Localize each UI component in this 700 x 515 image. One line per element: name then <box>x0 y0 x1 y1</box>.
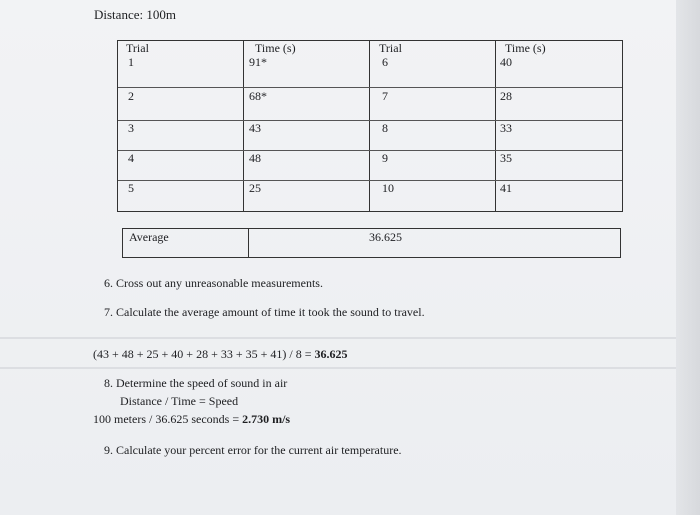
speed-formula: Distance / Time = Speed <box>120 394 239 408</box>
average-label: Average <box>129 230 169 244</box>
trial-cell: 8 <box>382 121 388 135</box>
time-cell: 33 <box>500 121 512 135</box>
trial-cell: 2 <box>128 89 134 103</box>
question-8: 8. Determine the speed of sound in air <box>104 376 288 390</box>
time-cell: 28 <box>500 89 512 103</box>
header-time-2: Time (s) <box>505 41 546 55</box>
trial-cell: 9 <box>382 151 388 165</box>
time-cell: 68* <box>249 89 267 103</box>
distance-heading: Distance: 100m <box>94 7 176 22</box>
time-cell: 35 <box>500 151 512 165</box>
time-cell: 43 <box>249 121 261 135</box>
trial-cell: 5 <box>128 181 134 195</box>
question-6: 6. Cross out any unreasonable measurements. <box>104 276 323 290</box>
question-7: 7. Calculate the average amount of time it took the sound to travel. <box>104 305 425 319</box>
time-cell: 91* <box>249 55 267 69</box>
trial-cell: 7 <box>382 89 388 103</box>
trial-cell: 4 <box>128 151 134 165</box>
trial-cell: 3 <box>128 121 134 135</box>
divider <box>0 367 676 369</box>
time-cell: 25 <box>249 181 261 195</box>
calc-expression: (43 + 48 + 25 + 40 + 28 + 33 + 35 + 41) / 8 = <box>93 347 315 361</box>
trial-cell: 1 <box>128 55 134 69</box>
trial-table <box>117 40 623 212</box>
time-cell: 48 <box>249 151 261 165</box>
header-trial-1: Trial <box>126 41 149 55</box>
average-box <box>122 228 621 258</box>
speed-calculation <box>93 412 290 427</box>
header-time-1: Time (s) <box>255 41 296 55</box>
time-cell: 40 <box>500 55 512 69</box>
calc-result: 36.625 <box>314 347 348 361</box>
time-cell: 41 <box>500 181 512 195</box>
page-edge <box>676 0 700 515</box>
average-value: 36.625 <box>369 230 402 244</box>
divider <box>0 337 676 339</box>
speed-expression: 100 meters / 36.625 seconds = <box>93 412 243 426</box>
question-9: 9. Calculate your percent error for the current air temperature. <box>104 443 402 457</box>
trial-cell: 10 <box>382 181 394 195</box>
average-calculation <box>93 347 347 362</box>
trial-cell: 6 <box>382 55 388 69</box>
speed-result: 2.730 m/s <box>242 412 291 426</box>
header-trial-2: Trial <box>379 41 402 55</box>
